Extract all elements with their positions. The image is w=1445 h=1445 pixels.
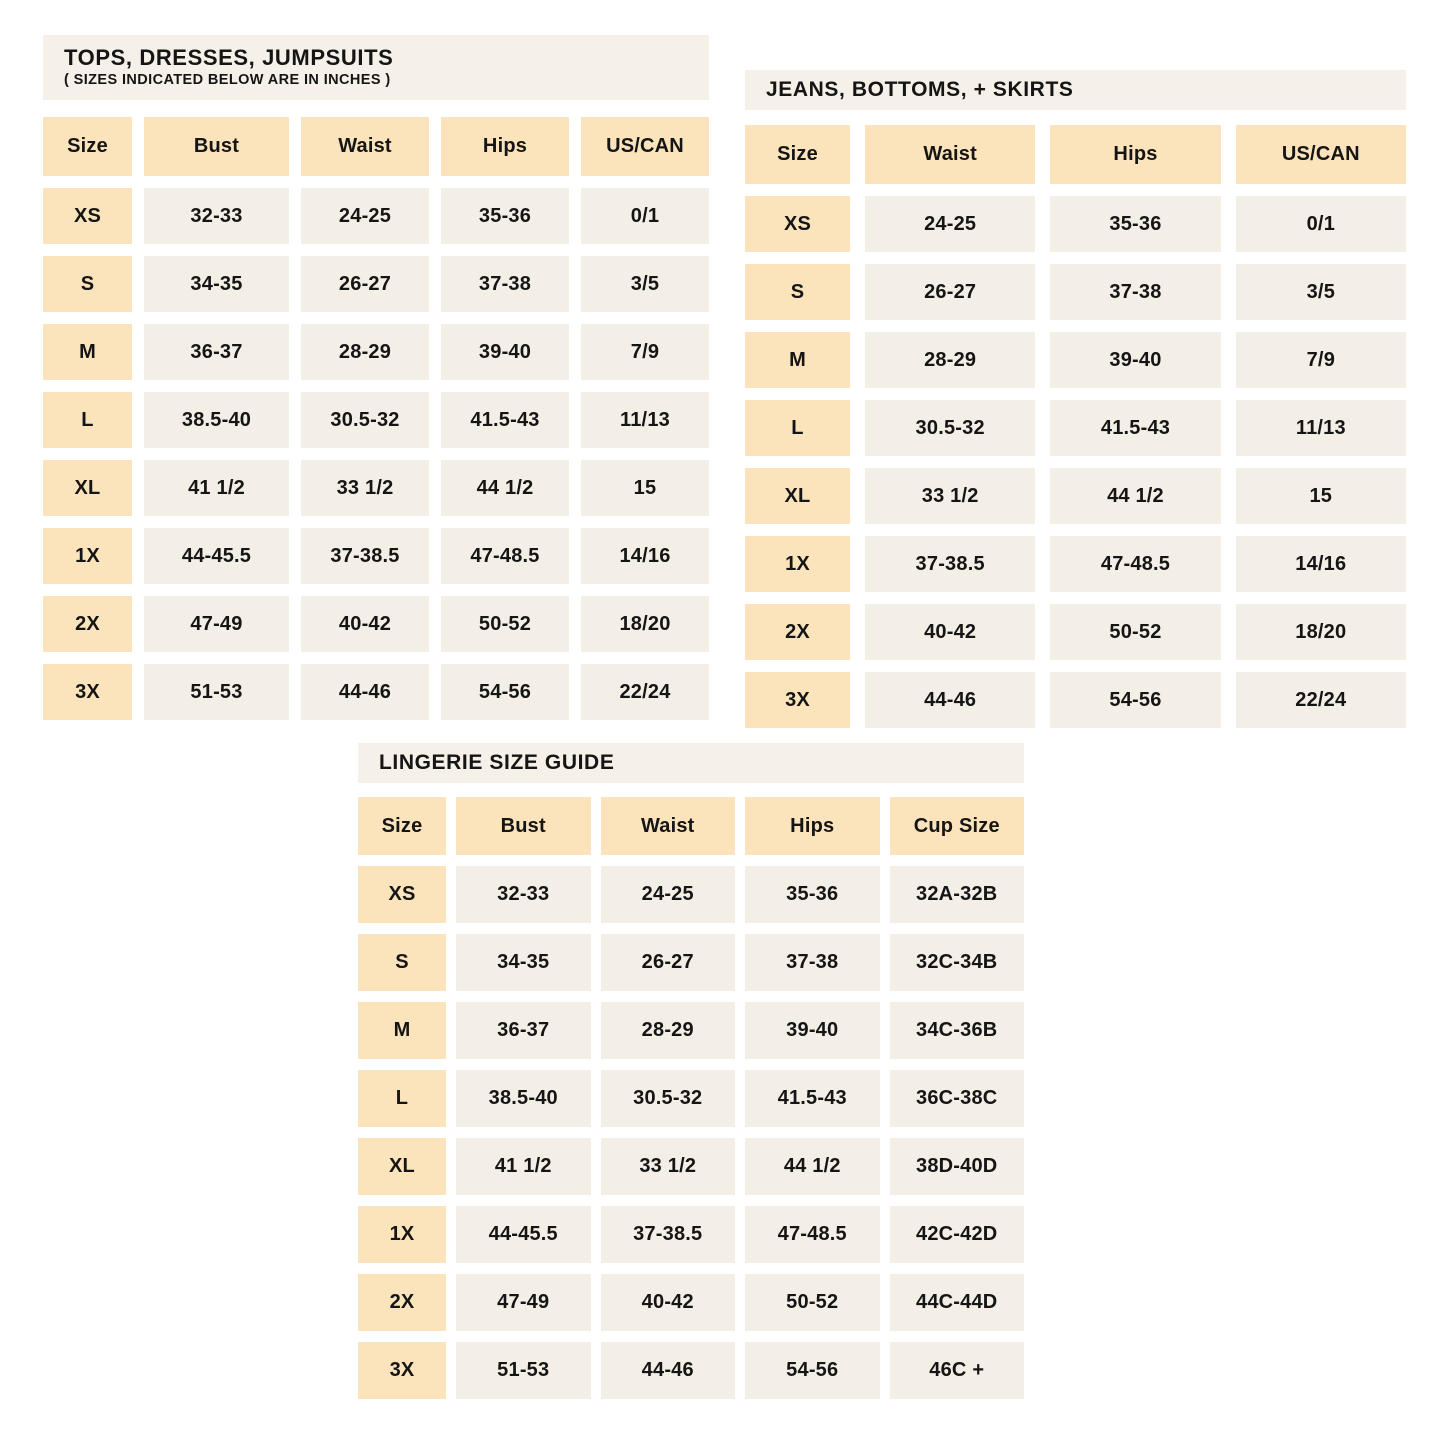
column-header-us-can: US/CAN xyxy=(581,117,709,176)
data-cell: 37-38.5 xyxy=(865,536,1035,592)
data-cell: 39-40 xyxy=(745,1002,880,1059)
data-cell: 50-52 xyxy=(441,596,569,652)
data-cell: 47-49 xyxy=(144,596,289,652)
table-title: TOPS, DRESSES, JUMPSUITS xyxy=(64,45,394,70)
data-cell: 24-25 xyxy=(301,188,429,244)
data-cell: 26-27 xyxy=(865,264,1035,320)
data-cell: 34-35 xyxy=(144,256,289,312)
data-cell: 47-49 xyxy=(456,1274,591,1331)
data-cell: 35-36 xyxy=(745,866,880,923)
data-cell: 44-46 xyxy=(601,1342,736,1399)
data-cell: 32C-34B xyxy=(890,934,1025,991)
data-cell: 50-52 xyxy=(1050,604,1220,660)
size-label-cell: L xyxy=(43,392,132,448)
lingerie-size-grid xyxy=(358,797,1024,1399)
data-cell: 47-48.5 xyxy=(745,1206,880,1263)
data-cell: 33 1/2 xyxy=(601,1138,736,1195)
data-cell: 32-33 xyxy=(144,188,289,244)
data-cell: 38.5-40 xyxy=(144,392,289,448)
data-cell: 41 1/2 xyxy=(456,1138,591,1195)
data-cell: 18/20 xyxy=(581,596,709,652)
size-label-cell: M xyxy=(43,324,132,380)
column-header-hips: Hips xyxy=(1050,125,1220,184)
data-cell: 14/16 xyxy=(581,528,709,584)
size-label-cell: XS xyxy=(43,188,132,244)
data-cell: 18/20 xyxy=(1236,604,1406,660)
data-cell: 41 1/2 xyxy=(144,460,289,516)
size-label-cell: 2X xyxy=(358,1274,446,1331)
size-label-cell: L xyxy=(745,400,850,456)
data-cell: 51-53 xyxy=(144,664,289,720)
data-cell: 11/13 xyxy=(581,392,709,448)
table-title-band xyxy=(43,35,709,100)
data-cell: 30.5-32 xyxy=(301,392,429,448)
size-label-cell: S xyxy=(358,934,446,991)
data-cell: 44-45.5 xyxy=(456,1206,591,1263)
jeans-bottoms-skirts-table xyxy=(745,70,1406,728)
column-header-hips: Hips xyxy=(441,117,569,176)
data-cell: 24-25 xyxy=(865,196,1035,252)
jeans-size-grid xyxy=(745,125,1406,728)
data-cell: 39-40 xyxy=(1050,332,1220,388)
tops-size-grid xyxy=(43,117,709,720)
data-cell: 40-42 xyxy=(865,604,1035,660)
data-cell: 38D-40D xyxy=(890,1138,1025,1195)
column-header-bust: Bust xyxy=(144,117,289,176)
size-label-cell: 1X xyxy=(358,1206,446,1263)
data-cell: 44-46 xyxy=(301,664,429,720)
data-cell: 26-27 xyxy=(601,934,736,991)
data-cell: 22/24 xyxy=(1236,672,1406,728)
table-title: JEANS, BOTTOMS, + SKIRTS xyxy=(766,78,1074,101)
data-cell: 30.5-32 xyxy=(865,400,1035,456)
data-cell: 28-29 xyxy=(301,324,429,380)
table-subtitle: ( SIZES INDICATED BELOW ARE IN INCHES ) xyxy=(64,72,391,88)
data-cell: 33 1/2 xyxy=(865,468,1035,524)
data-cell: 44-45.5 xyxy=(144,528,289,584)
data-cell: 3/5 xyxy=(581,256,709,312)
data-cell: 41.5-43 xyxy=(441,392,569,448)
data-cell: 37-38 xyxy=(1050,264,1220,320)
data-cell: 36-37 xyxy=(456,1002,591,1059)
data-cell: 34-35 xyxy=(456,934,591,991)
column-header-waist: Waist xyxy=(301,117,429,176)
size-label-cell: XS xyxy=(358,866,446,923)
size-label-cell: XL xyxy=(745,468,850,524)
data-cell: 30.5-32 xyxy=(601,1070,736,1127)
data-cell: 22/24 xyxy=(581,664,709,720)
data-cell: 28-29 xyxy=(601,1002,736,1059)
lingerie-size-guide-table xyxy=(358,743,1024,1399)
data-cell: 40-42 xyxy=(301,596,429,652)
data-cell: 7/9 xyxy=(1236,332,1406,388)
data-cell: 34C-36B xyxy=(890,1002,1025,1059)
column-header-waist: Waist xyxy=(601,797,736,855)
column-header-hips: Hips xyxy=(745,797,880,855)
data-cell: 32-33 xyxy=(456,866,591,923)
data-cell: 37-38.5 xyxy=(301,528,429,584)
data-cell: 32A-32B xyxy=(890,866,1025,923)
column-header-size: Size xyxy=(358,797,446,855)
data-cell: 37-38 xyxy=(441,256,569,312)
size-label-cell: 2X xyxy=(745,604,850,660)
data-cell: 44 1/2 xyxy=(745,1138,880,1195)
data-cell: 41.5-43 xyxy=(745,1070,880,1127)
data-cell: 14/16 xyxy=(1236,536,1406,592)
column-header-cup-size: Cup Size xyxy=(890,797,1025,855)
data-cell: 11/13 xyxy=(1236,400,1406,456)
column-header-us-can: US/CAN xyxy=(1236,125,1406,184)
data-cell: 7/9 xyxy=(581,324,709,380)
data-cell: 50-52 xyxy=(745,1274,880,1331)
data-cell: 42C-42D xyxy=(890,1206,1025,1263)
data-cell: 15 xyxy=(1236,468,1406,524)
data-cell: 54-56 xyxy=(441,664,569,720)
data-cell: 28-29 xyxy=(865,332,1035,388)
data-cell: 0/1 xyxy=(1236,196,1406,252)
data-cell: 35-36 xyxy=(1050,196,1220,252)
size-label-cell: XL xyxy=(43,460,132,516)
data-cell: 44-46 xyxy=(865,672,1035,728)
size-label-cell: XL xyxy=(358,1138,446,1195)
data-cell: 15 xyxy=(581,460,709,516)
data-cell: 47-48.5 xyxy=(441,528,569,584)
data-cell: 37-38 xyxy=(745,934,880,991)
data-cell: 54-56 xyxy=(1050,672,1220,728)
column-header-size: Size xyxy=(745,125,850,184)
table-title-band xyxy=(358,743,1024,783)
data-cell: 47-48.5 xyxy=(1050,536,1220,592)
size-label-cell: L xyxy=(358,1070,446,1127)
data-cell: 26-27 xyxy=(301,256,429,312)
size-label-cell: M xyxy=(745,332,850,388)
data-cell: 54-56 xyxy=(745,1342,880,1399)
data-cell: 3/5 xyxy=(1236,264,1406,320)
data-cell: 44C-44D xyxy=(890,1274,1025,1331)
column-header-size: Size xyxy=(43,117,132,176)
size-label-cell: 3X xyxy=(43,664,132,720)
column-header-waist: Waist xyxy=(865,125,1035,184)
data-cell: 0/1 xyxy=(581,188,709,244)
column-header-bust: Bust xyxy=(456,797,591,855)
size-label-cell: M xyxy=(358,1002,446,1059)
data-cell: 40-42 xyxy=(601,1274,736,1331)
data-cell: 37-38.5 xyxy=(601,1206,736,1263)
size-label-cell: 1X xyxy=(745,536,850,592)
data-cell: 36-37 xyxy=(144,324,289,380)
data-cell: 38.5-40 xyxy=(456,1070,591,1127)
size-label-cell: S xyxy=(745,264,850,320)
data-cell: 44 1/2 xyxy=(1050,468,1220,524)
size-label-cell: 2X xyxy=(43,596,132,652)
data-cell: 46C + xyxy=(890,1342,1025,1399)
data-cell: 33 1/2 xyxy=(301,460,429,516)
data-cell: 24-25 xyxy=(601,866,736,923)
size-label-cell: XS xyxy=(745,196,850,252)
data-cell: 36C-38C xyxy=(890,1070,1025,1127)
tops-dresses-jumpsuits-table xyxy=(43,35,709,720)
data-cell: 51-53 xyxy=(456,1342,591,1399)
data-cell: 41.5-43 xyxy=(1050,400,1220,456)
size-label-cell: 3X xyxy=(745,672,850,728)
table-title-band xyxy=(745,70,1406,110)
table-title: LINGERIE SIZE GUIDE xyxy=(379,751,615,774)
data-cell: 35-36 xyxy=(441,188,569,244)
size-label-cell: 1X xyxy=(43,528,132,584)
data-cell: 39-40 xyxy=(441,324,569,380)
data-cell: 44 1/2 xyxy=(441,460,569,516)
size-label-cell: 3X xyxy=(358,1342,446,1399)
size-label-cell: S xyxy=(43,256,132,312)
